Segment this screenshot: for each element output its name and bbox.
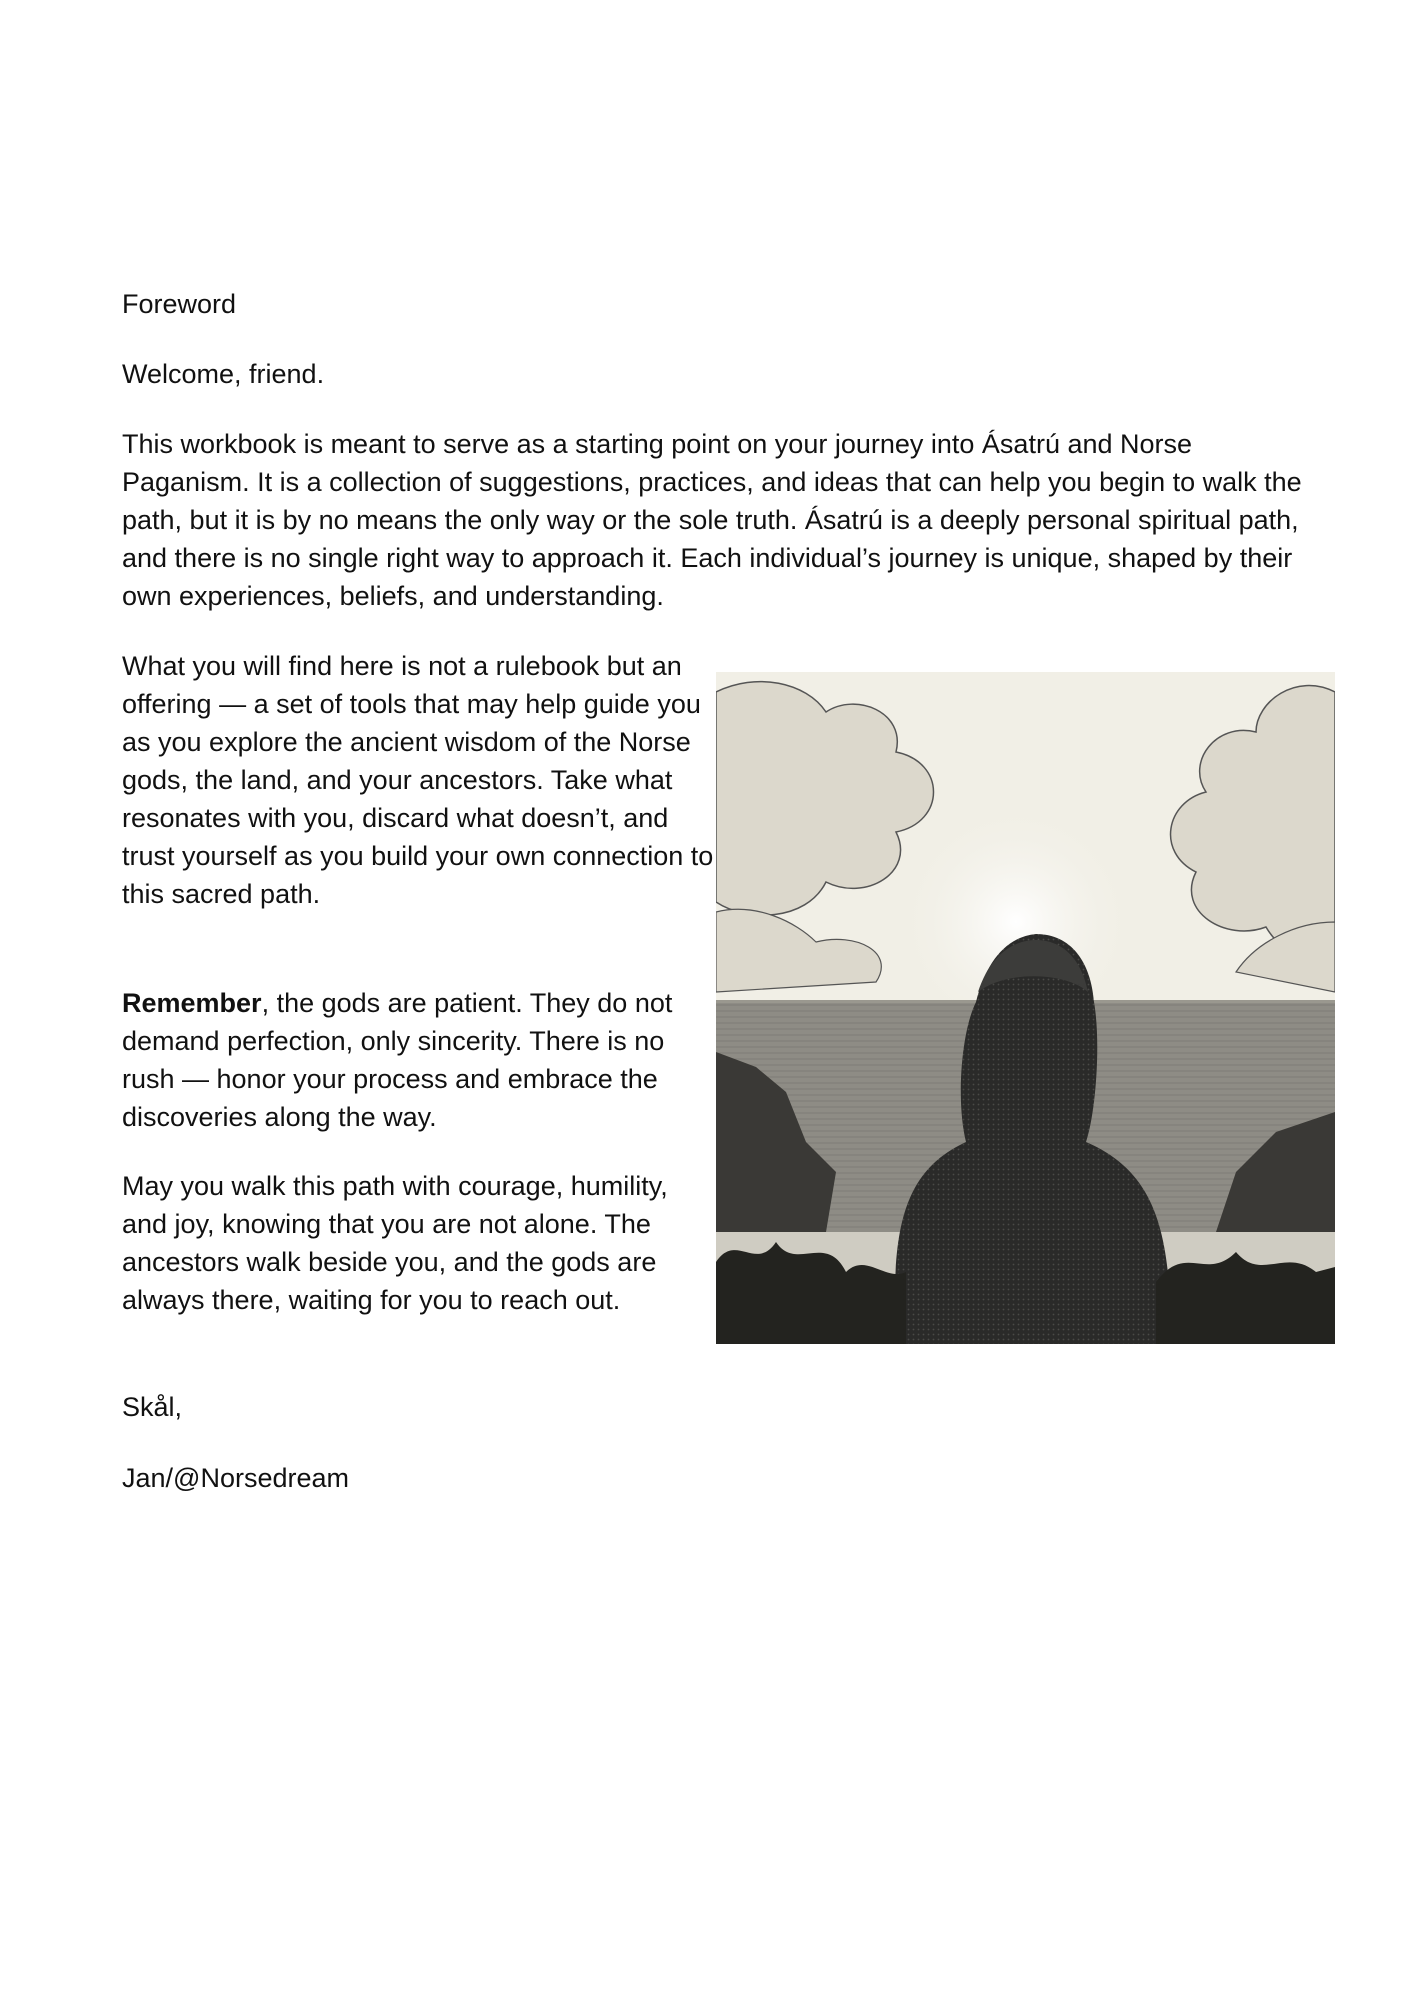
- illustration-svg: [716, 672, 1335, 1344]
- remember-text: , the gods are patient. They do not demand perfection, only sincerity. There is no rush — honor your process and embrace the discoveries along the way.: [122, 988, 673, 1132]
- closing-line: Skål,: [122, 1392, 183, 1422]
- remember-label: Remember: [122, 988, 262, 1018]
- greeting-paragraph: Welcome, friend.: [122, 359, 325, 389]
- blessing-paragraph: May you walk this path with courage, humility, and joy, knowing that you are not alone. The ancestors walk beside you, and the gods are always there, waiting for you to reach out.: [122, 1171, 668, 1315]
- hooded-figure-illustration: [716, 672, 1335, 1344]
- intro-paragraph: This workbook is meant to serve as a starting point on your journey into Ásatrú and Norse Paganism. It is a collection of suggestions, practices, and ideas that can help you begin to walk the path, but it is by no means the only way or the sole truth. Ásatrú is a deeply personal spiritual path, and there is no single right way to approach it. Each individual’s journey is unique, shaped by their own experiences, beliefs, and understanding.: [122, 429, 1302, 611]
- remember-paragraph: [122, 984, 714, 1136]
- page-heading: Foreword: [122, 289, 237, 319]
- offering-paragraph: What you will find here is not a rulebook but an offering — a set of tools that may help guide you as you explore the ancient wisdom of the Norse gods, the land, and your ancestors. Take what resonates with you, discard what doesn’t, and trust yourself as you build your own connection to this sacred path.: [122, 651, 714, 909]
- signature-line: Jan/@Norsedream: [122, 1463, 349, 1493]
